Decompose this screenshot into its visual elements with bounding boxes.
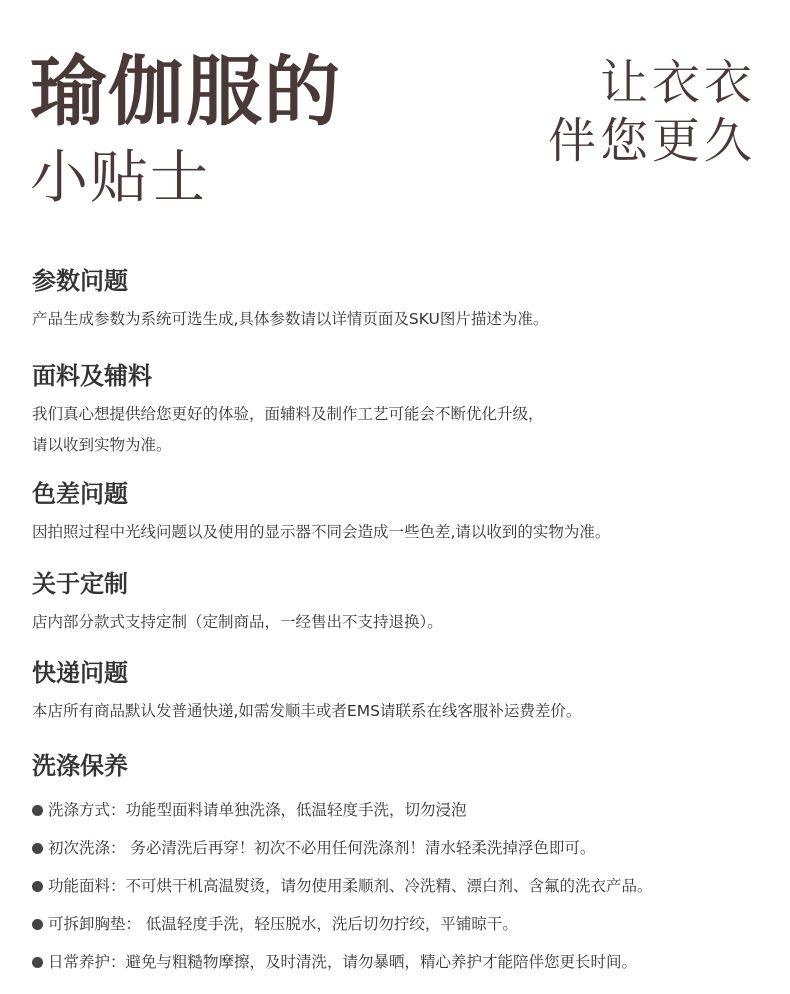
list-item — [32, 867, 762, 905]
section-heading: 参数问题 — [32, 267, 128, 295]
section-washing-care — [32, 751, 762, 981]
care-item-text: 初次洗涤： 务必清洗后再穿！初次不必用任何洗涤剂！清水轻柔洗掉浮色即可。 — [48, 839, 596, 857]
section-text-line: 本店所有商品默认发普通快递,如需发顺丰或者EMS请联系在线客服补运费差价。 — [32, 702, 582, 720]
section-customization — [32, 569, 762, 638]
list-item — [32, 791, 762, 829]
section-text-line: 请以收到实物为准。 — [32, 436, 172, 454]
section-heading: 色差问题 — [32, 480, 128, 508]
section-heading: 洗涤保养 — [32, 752, 128, 780]
care-item-text: 功能面料：不可烘干机高温熨烫，请勿使用柔顺剂、冷洗精、漂白剂、含氟的洗衣产品。 — [48, 877, 653, 895]
section-heading: 面料及辅料 — [32, 362, 152, 390]
section-fabric — [32, 361, 762, 461]
bullet-icon — [32, 805, 43, 816]
bullet-icon — [32, 843, 43, 854]
section-color-difference — [32, 479, 762, 548]
section-body — [32, 304, 762, 335]
care-item-text: 洗涤方式：功能型面料请单独洗涤，低温轻度手洗，切勿浸泡 — [48, 801, 467, 819]
section-text-line: 店内部分款式支持定制（定制商品，一经售出不支持退换）。 — [32, 613, 443, 631]
section-body — [32, 399, 762, 461]
page-subtitle: 小贴士 — [30, 143, 211, 211]
page-title: 瑜伽服的 — [30, 47, 342, 136]
slogan — [548, 54, 756, 170]
bullet-icon — [32, 881, 43, 892]
section-text-line: 我们真心想提供给您更好的体验，面辅料及制作工艺可能会不断优化升级， — [32, 405, 544, 423]
list-item — [32, 905, 762, 943]
bullet-icon — [32, 957, 43, 968]
section-delivery — [32, 658, 762, 727]
list-item — [32, 943, 762, 981]
section-parameters — [32, 266, 762, 335]
section-text-line: 因拍照过程中光线问题以及使用的显示器不同会造成一些色差,请以收到的实物为准。 — [32, 523, 611, 541]
care-item-text: 可拆卸胸垫： 低温轻度手洗，轻压脱水，洗后切勿拧绞，平铺晾干。 — [48, 915, 518, 933]
slogan-line-1: 让衣衣 — [599, 55, 756, 111]
section-heading: 快递问题 — [32, 659, 128, 687]
section-body — [32, 696, 762, 727]
care-list — [32, 791, 762, 981]
header-banner — [0, 0, 790, 230]
list-item — [32, 829, 762, 867]
bullet-icon — [32, 919, 43, 930]
section-body — [32, 607, 762, 638]
section-heading: 关于定制 — [32, 570, 128, 598]
slogan-line-2: 伴您更久 — [547, 113, 756, 169]
section-body — [32, 517, 762, 548]
care-item-text: 日常养护：避免与粗糙物摩擦，及时清洗，请勿暴晒，精心养护才能陪伴您更长时间。 — [48, 953, 638, 971]
section-text-line: 产品生成参数为系统可选生成,具体参数请以详情页面及SKU图片描述为准。 — [32, 310, 549, 328]
